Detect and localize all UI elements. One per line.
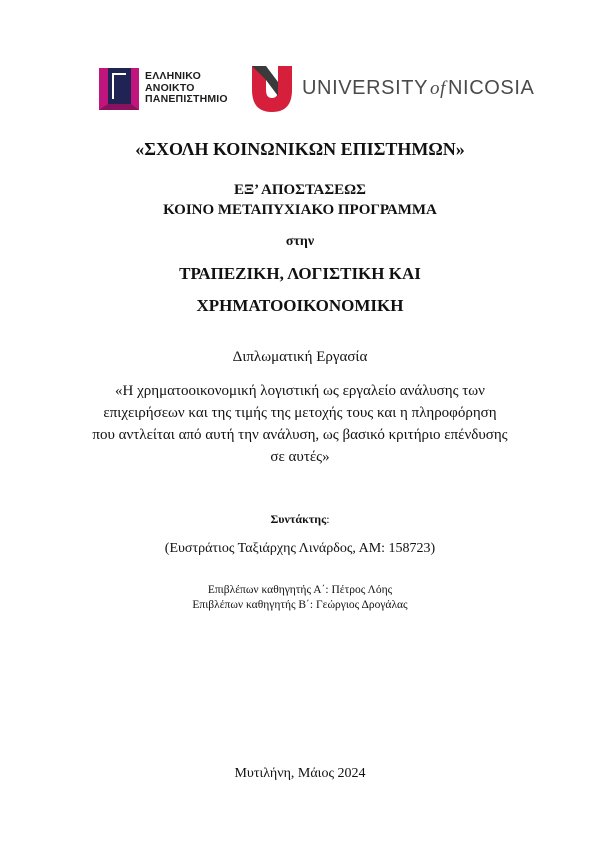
hou-emblem-icon [97, 65, 141, 113]
field-heading [0, 258, 600, 322]
field-line-1: ΤΡΑΠΕΖΙΚΗ, ΛΟΓΙΣΤΙΚΗ ΚΑΙ [179, 264, 421, 283]
connector-text: στην [285, 234, 315, 249]
unic-word-nicosia: NICOSIA [448, 77, 535, 99]
title-line-1: «Η χρηματοοικονομική λογιστική ως εργαλείο ανάλυσης των [115, 383, 485, 399]
place-date: Μυτιλήνη, Μάιος 2024 [234, 766, 366, 781]
program-heading [0, 180, 600, 220]
unic-word-of: of [430, 78, 447, 99]
author-name: (Ευστράτιος Ταξιάρχης Λινάρδος, ΑΜ: 158723) [164, 541, 436, 556]
unic-emblem-icon [252, 66, 292, 112]
author-label-colon: : [326, 512, 330, 526]
title-line-4: σε αυτές» [270, 449, 330, 465]
university-of-nicosia-logo [252, 66, 535, 112]
title-line-3: που αντλείται από αυτή την ανάλυση, ως βασικό κριτήριο επένδυσης [92, 427, 508, 443]
hou-line-2: ΑΝΟΙΚΤΟ [145, 81, 195, 94]
unic-word-university: UNIVERSITY [302, 77, 429, 99]
thesis-type: Διπλωματική Εργασία [232, 349, 368, 365]
program-line-1: ΕΞ’ ΑΠΟΣΤΑΣΕΩΣ [234, 182, 366, 198]
field-line-2: ΧΡΗΜΑΤΟΟΙΚΟΝΟΜΙΚΗ [196, 296, 404, 315]
thesis-title [0, 380, 600, 468]
program-line-2: ΚΟΙΝΟ ΜΕΤΑΠΥΧΙΑΚΟ ΠΡΟΓΡΑΜΜΑ [163, 202, 437, 218]
logo-row [0, 62, 600, 114]
school-heading: «ΣΧΟΛΗ ΚΟΙΝΩΝΙΚΩΝ ΕΠΙΣΤΗΜΩΝ» [135, 139, 465, 159]
hou-wordmark [145, 71, 228, 106]
hellenic-open-university-logo [97, 62, 237, 114]
title-line-2: επιχειρήσεων και της τιμής της μετοχής τους και η πληροφόρηση [103, 405, 497, 421]
supervisor-b: Επιβλέπων καθηγητής Β΄: Γεώργιος Δρογάλας [192, 599, 408, 611]
author-label [0, 512, 600, 527]
author-label-text: Συντάκτης [270, 512, 327, 526]
hou-line-1: ΕΛΛΗΝΙΚΟ [145, 70, 201, 82]
supervisor-a: Επιβλέπων καθηγητής Α΄: Πέτρος Λόης [207, 584, 393, 596]
hou-line-3: ΠΑΝΕΠΙΣΤΗΜΙΟ [145, 93, 228, 105]
supervisors [0, 583, 600, 613]
unic-wordmark [302, 77, 534, 100]
